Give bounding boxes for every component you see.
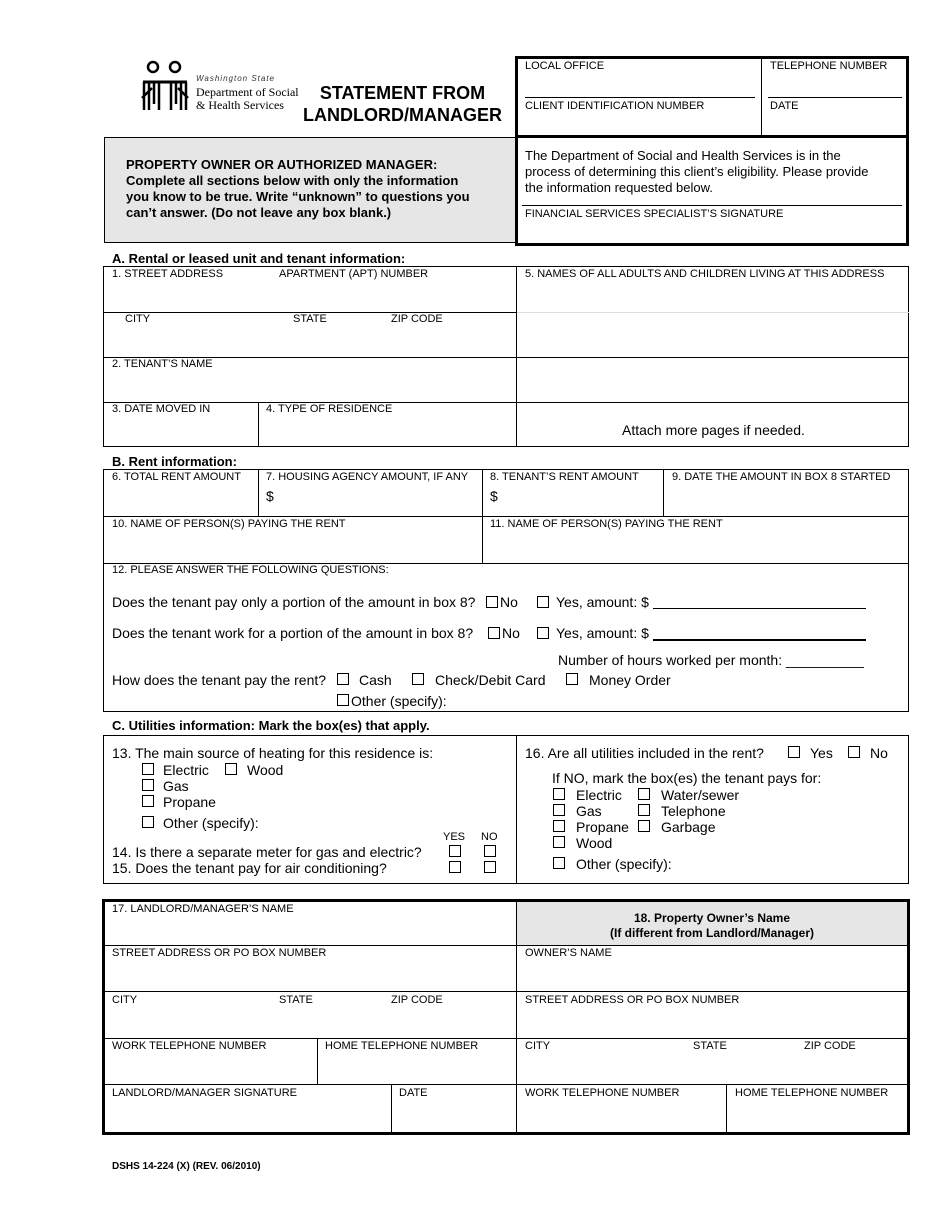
portion-no-label: No (500, 594, 518, 610)
payer10-label: 10. NAME OF PERSON(S) PAYING THE RENT (112, 518, 346, 530)
instructions-text: PROPERTY OWNER OR AUTHORIZED MANAGER: Complete all sections below with only the information you know to be true. Write “unknown” to questions you can’t answer. (Do not leave any box blank.) (126, 157, 470, 220)
util-other-checkbox[interactable] (553, 857, 565, 869)
telephone-field[interactable] (768, 74, 902, 96)
util-propane-checkbox[interactable] (553, 820, 565, 832)
street-address-label: 1. STREET ADDRESS (112, 268, 224, 280)
landlord-home-phone-field[interactable] (320, 1054, 513, 1082)
dshs-logo (140, 58, 299, 114)
util-wood-checkbox[interactable] (553, 836, 565, 848)
landlord-street-field[interactable] (106, 961, 513, 989)
heat-wood-checkbox[interactable] (225, 763, 237, 775)
money-order-checkbox[interactable] (566, 673, 578, 685)
q13-text: 13. The main source of heating for this residence is: (112, 745, 434, 761)
landlord-date-label: DATE (399, 1087, 428, 1099)
tenant-rent-field[interactable] (500, 485, 660, 513)
heat-other-checkbox[interactable] (142, 816, 154, 828)
housing-agency-field[interactable] (276, 485, 479, 513)
landlord-city-label: CITY (112, 994, 138, 1006)
util-wood-label: Wood (576, 835, 613, 851)
cash-checkbox[interactable] (337, 673, 349, 685)
q14-no-checkbox[interactable] (484, 845, 496, 857)
check-debit-checkbox[interactable] (412, 673, 424, 685)
fss-signature-field[interactable] (522, 222, 902, 240)
date-field[interactable] (768, 113, 902, 133)
payer11-field[interactable] (485, 532, 906, 560)
portion-no-checkbox[interactable] (486, 596, 498, 608)
landlord-state-label: STATE (279, 994, 313, 1006)
portion-amount-field[interactable] (653, 608, 866, 609)
owner-city-label: CITY (525, 1040, 551, 1052)
tenant-name-label: 2. TENANT’S NAME (112, 358, 213, 370)
landlord-zip-label: ZIP CODE (391, 994, 443, 1006)
owner-home-phone-label: HOME TELEPHONE NUMBER (735, 1087, 889, 1099)
hours-worked-text: Number of hours worked per month: __________ (558, 652, 864, 668)
date-started-label: 9. DATE THE AMOUNT IN BOX 8 STARTED (672, 471, 891, 483)
owner-work-phone-label: WORK TELEPHONE NUMBER (525, 1087, 680, 1099)
landlord-work-phone-label: WORK TELEPHONE NUMBER (112, 1040, 267, 1052)
q-work-text: Does the tenant work for a portion of the amount in box 8? (112, 625, 474, 641)
page-title (290, 82, 515, 126)
q-portion-text: Does the tenant pay only a portion of the amount in box 8? (112, 594, 476, 610)
util-garbage-label: Garbage (661, 819, 716, 835)
state-label: STATE (293, 313, 327, 325)
owner-zip-label: ZIP CODE (804, 1040, 856, 1052)
landlord-street-label: STREET ADDRESS OR PO BOX NUMBER (112, 947, 327, 959)
logo-state: Washington State (196, 74, 276, 83)
q15-text: 15. Does the tenant pay for air conditioning? (112, 860, 387, 876)
date-moved-field[interactable] (105, 417, 255, 445)
landlord-signature-label: LANDLORD/MANAGER SIGNATURE (112, 1087, 297, 1099)
util-electric-label: Electric (576, 787, 622, 803)
housing-agency-dollar: $ (266, 488, 274, 504)
payer11-label: 11. NAME OF PERSON(S) PAYING THE RENT (490, 518, 723, 530)
no-column-label: NO (481, 831, 498, 843)
q16-yes-label: Yes (810, 745, 833, 761)
portion-yes-checkbox[interactable] (537, 596, 549, 608)
names-adults-label: 5. NAMES OF ALL ADULTS AND CHILDREN LIVING AT THIS ADDRESS (525, 268, 885, 280)
util-propane-label: Propane (576, 819, 629, 835)
owner-street-label: STREET ADDRESS OR PO BOX NUMBER (525, 994, 740, 1006)
owner-city-state-zip-field[interactable] (519, 1054, 906, 1082)
tenant-rent-dollar: $ (490, 488, 498, 504)
portion-yes-label: Yes, amount: $ (556, 594, 649, 610)
q16-text: 16. Are all utilities included in the rent? (525, 745, 764, 761)
title-line2: LANDLORD/MANAGER (303, 105, 502, 125)
apt-number-label: APARTMENT (APT) NUMBER (279, 268, 429, 280)
owner-work-phone-field[interactable] (519, 1101, 723, 1130)
zip-label: ZIP CODE (391, 313, 443, 325)
city-state-zip-field[interactable] (105, 327, 513, 355)
util-telephone-label: Telephone (661, 803, 726, 819)
heat-electric-label: Electric (163, 762, 209, 778)
util-water-checkbox[interactable] (638, 788, 650, 800)
logo-dept-line2: & Health Services (196, 98, 284, 112)
street-address-field[interactable] (105, 282, 513, 310)
money-order-label: Money Order (589, 672, 671, 688)
q16-no-label: No (870, 745, 888, 761)
work-yes-checkbox[interactable] (537, 627, 549, 639)
client-id-label: CLIENT IDENTIFICATION NUMBER (525, 100, 705, 112)
heat-wood-label: Wood (247, 762, 284, 778)
util-gas-checkbox[interactable] (553, 804, 565, 816)
util-garbage-checkbox[interactable] (638, 820, 650, 832)
landlord-name-field[interactable] (106, 917, 513, 943)
q12-label: 12. PLEASE ANSWER THE FOLLOWING QUESTIONS: (112, 564, 389, 576)
section-c-title: C. Utilities information: Mark the box(es) that apply. (112, 718, 430, 733)
city-label: CITY (125, 313, 151, 325)
fss-signature-label: FINANCIAL SERVICES SPECIALIST’S SIGNATURE (525, 208, 784, 220)
q15-yes-checkbox[interactable] (449, 861, 461, 873)
check-debit-label: Check/Debit Card (435, 672, 546, 688)
landlord-city-state-zip-field[interactable] (106, 1008, 513, 1036)
cash-label: Cash (359, 672, 392, 688)
util-gas-label: Gas (576, 803, 602, 819)
work-no-checkbox[interactable] (488, 627, 500, 639)
how-pay-text: How does the tenant pay the rent? (112, 672, 327, 688)
yes-column-label: YES (443, 831, 466, 843)
heat-gas-label: Gas (163, 778, 189, 794)
owner-home-phone-field[interactable] (729, 1101, 906, 1130)
form-number: DSHS 14-224 (X) (REV. 06/2010) (112, 1161, 261, 1172)
section-a-title: A. Rental or leased unit and tenant information: (112, 251, 406, 266)
owner-name-field[interactable] (519, 961, 906, 989)
logo-dept-line1: Department of Social (196, 85, 299, 99)
heat-other-label: Other (specify): (163, 815, 259, 831)
heat-propane-label: Propane (163, 794, 216, 810)
other-pay-checkbox[interactable] (337, 694, 349, 706)
housing-agency-label: 7. HOUSING AGENCY AMOUNT, IF ANY (266, 471, 469, 483)
tenant-name-field[interactable] (105, 372, 513, 400)
landlord-work-phone-field[interactable] (106, 1054, 314, 1082)
heat-electric-checkbox[interactable] (142, 763, 154, 775)
type-residence-field[interactable] (261, 417, 513, 445)
if-no-text: If NO, mark the box(es) the tenant pays for: (552, 770, 822, 786)
landlord-name-label: 17. LANDLORD/MANAGER’S NAME (112, 903, 294, 915)
q14-text: 14. Is there a separate meter for gas and electric? (112, 844, 422, 860)
q15-no-checkbox[interactable] (484, 861, 496, 873)
dshs-logo-icon (140, 58, 190, 114)
heat-propane-checkbox[interactable] (142, 795, 154, 807)
date-label: DATE (770, 100, 799, 112)
type-residence-label: 4. TYPE OF RESIDENCE (266, 403, 393, 415)
util-other-label: Other (specify): (576, 856, 672, 872)
landlord-date-field[interactable] (394, 1101, 513, 1130)
total-rent-field[interactable] (105, 485, 255, 513)
date-started-field[interactable] (666, 485, 906, 513)
client-id-field[interactable] (525, 113, 755, 133)
names-adults-field[interactable] (519, 282, 907, 400)
owner-state-label: STATE (693, 1040, 727, 1052)
local-office-field[interactable] (525, 74, 755, 96)
util-electric-checkbox[interactable] (553, 788, 565, 800)
work-no-label: No (502, 625, 520, 641)
owner-street-field[interactable] (519, 1008, 906, 1036)
payer10-field[interactable] (105, 532, 479, 560)
other-pay-label: Other (specify): (351, 693, 447, 709)
landlord-home-phone-label: HOME TELEPHONE NUMBER (325, 1040, 479, 1052)
heat-gas-checkbox[interactable] (142, 779, 154, 791)
q16-yes-checkbox[interactable] (788, 746, 800, 758)
total-rent-label: 6. TOTAL RENT AMOUNT (112, 471, 241, 483)
dshs-statement: The Department of Social and Health Services is in the process of determining this client’s eligibility. Please provide the information requested below. (525, 148, 869, 195)
work-yes-label: Yes, amount: $ (556, 625, 649, 641)
date-moved-label: 3. DATE MOVED IN (112, 403, 211, 415)
attach-more-note: Attach more pages if needed. (622, 422, 805, 438)
section-b-title: B. Rent information: (112, 454, 237, 469)
telephone-label: TELEPHONE NUMBER (770, 60, 888, 72)
work-amount-field[interactable] (653, 639, 866, 641)
landlord-signature-field[interactable] (106, 1101, 388, 1130)
tenant-rent-label: 8. TENANT’S RENT AMOUNT (490, 471, 639, 483)
local-office-label: LOCAL OFFICE (525, 60, 605, 72)
owner-title: 18. Property Owner’s Name (If different from Landlord/Manager) (610, 911, 814, 940)
util-water-label: Water/sewer (661, 787, 740, 803)
q16-no-checkbox[interactable] (848, 746, 860, 758)
q14-yes-checkbox[interactable] (449, 845, 461, 857)
util-telephone-checkbox[interactable] (638, 804, 650, 816)
title-line1: STATEMENT FROM (319, 83, 486, 103)
owner-name-label: OWNER’S NAME (525, 947, 612, 959)
